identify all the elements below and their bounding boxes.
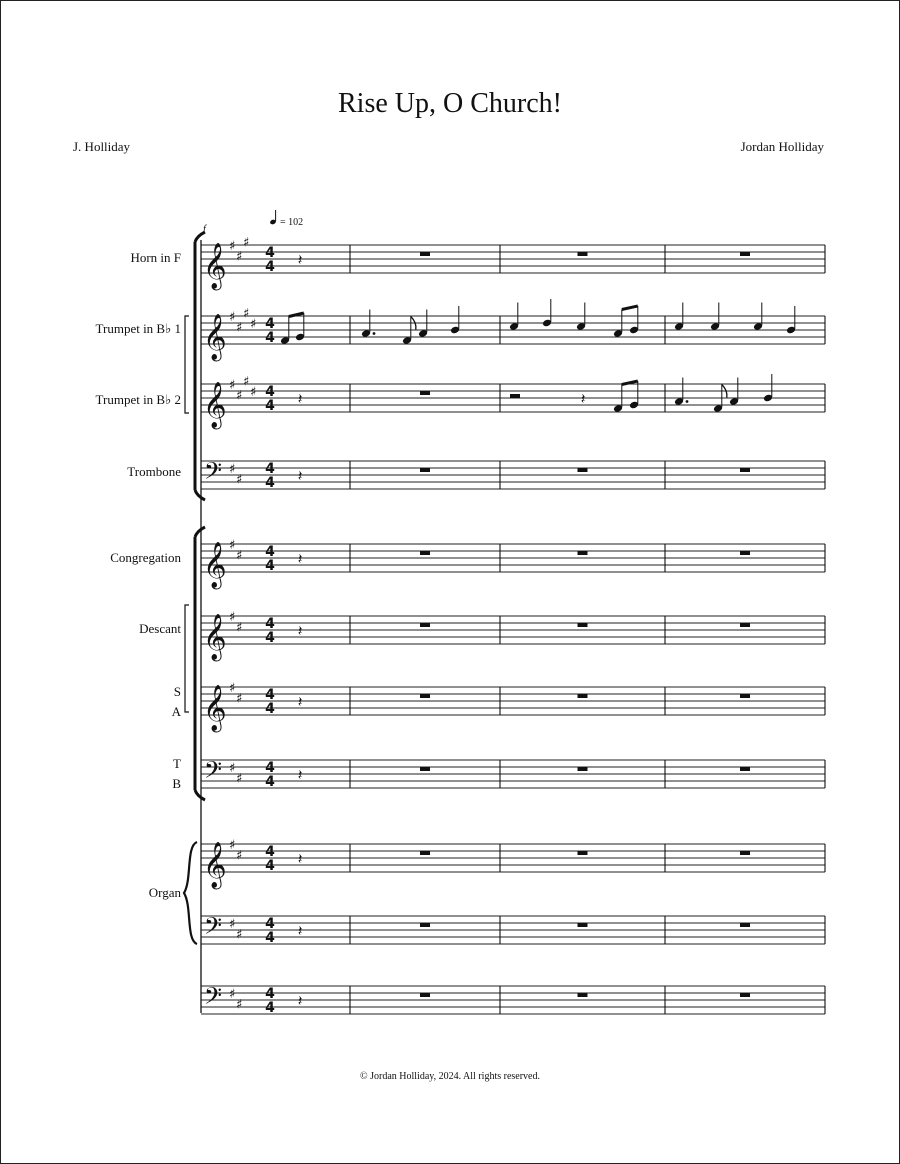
whole-rest-icon xyxy=(420,252,430,256)
quarter-rest-icon: 𝄽 xyxy=(297,390,303,408)
time-signature-top: 4 xyxy=(265,384,275,400)
sharp-icon: ♯ xyxy=(250,317,257,332)
whole-rest-icon xyxy=(740,694,750,698)
whole-rest-icon xyxy=(578,767,588,771)
sharp-icon: ♯ xyxy=(236,771,243,787)
treble-clef-icon: 𝄞 xyxy=(203,842,227,888)
sharp-icon: ♯ xyxy=(229,610,236,625)
time-signature-bottom: 4 xyxy=(265,475,275,491)
time-signature-top: 4 xyxy=(265,986,275,1002)
whole-rest-icon xyxy=(578,252,588,256)
time-signature-bottom: 4 xyxy=(265,330,275,346)
treble-clef-icon: 𝄞 xyxy=(203,314,227,360)
label-trumpet-1: Trumpet in B♭ 1 xyxy=(95,321,181,336)
sharp-icon: ♯ xyxy=(229,378,236,393)
treble-clef-icon: 𝄞 xyxy=(203,382,227,428)
sharp-icon: ♯ xyxy=(236,620,243,636)
time-signature-bottom: 4 xyxy=(265,630,275,646)
quarter-rest-icon: 𝄽 xyxy=(297,467,303,485)
whole-rest-icon xyxy=(740,767,750,771)
bass-clef-icon: 𝄢 xyxy=(204,457,223,490)
sharp-icon: ♯ xyxy=(236,249,243,265)
whole-rest-icon xyxy=(740,551,750,555)
whole-rest-icon xyxy=(420,767,430,771)
sharp-icon: ♯ xyxy=(236,927,243,943)
quarter-rest-icon: 𝄽 xyxy=(297,251,303,269)
bass-clef-icon: 𝄢 xyxy=(204,756,223,789)
whole-rest-icon xyxy=(578,923,588,927)
whole-rest-icon xyxy=(578,468,588,472)
sharp-icon: ♯ xyxy=(229,310,236,325)
label-congregation: Congregation xyxy=(110,550,181,565)
sharp-icon: ♯ xyxy=(236,388,243,404)
whole-rest-icon xyxy=(420,694,430,698)
sharp-icon: ♯ xyxy=(229,987,236,1002)
whole-rest-icon xyxy=(578,551,588,555)
treble-clef-icon: 𝄞 xyxy=(203,614,227,660)
whole-rest-icon xyxy=(740,468,750,472)
whole-rest-icon xyxy=(740,923,750,927)
label-trumpet-2: Trumpet in B♭ 2 xyxy=(95,392,181,407)
whole-rest-icon xyxy=(420,923,430,927)
quarter-rest-icon: 𝄽 xyxy=(297,850,303,868)
sharp-icon: ♯ xyxy=(229,681,236,696)
note-dot xyxy=(373,332,376,335)
time-signature-bottom: 4 xyxy=(265,774,275,790)
half-rest-icon xyxy=(510,394,520,398)
whole-rest-icon xyxy=(578,623,588,627)
whole-rest-icon xyxy=(420,623,430,627)
quarter-rest-icon: 𝄽 xyxy=(297,766,303,784)
sharp-icon: ♯ xyxy=(229,538,236,553)
note-dot xyxy=(686,400,689,403)
time-signature-bottom: 4 xyxy=(265,930,275,946)
quarter-rest-icon: 𝄽 xyxy=(297,922,303,940)
choir-subbracket xyxy=(185,605,189,712)
label-alto: A xyxy=(171,704,181,719)
time-signature-top: 4 xyxy=(265,916,275,932)
time-signature-top: 4 xyxy=(265,544,275,560)
whole-rest-icon xyxy=(420,391,430,395)
time-signature-top: 4 xyxy=(265,687,275,703)
score-title: Rise Up, O Church! xyxy=(338,88,562,119)
sharp-icon: ♯ xyxy=(243,235,250,251)
whole-rest-icon xyxy=(740,623,750,627)
label-soprano: S xyxy=(173,684,181,699)
time-signature-bottom: 4 xyxy=(265,398,275,414)
bass-clef-icon: 𝄢 xyxy=(204,912,223,945)
sharp-icon: ♯ xyxy=(236,848,243,864)
quarter-rest-icon: 𝄽 xyxy=(297,622,303,640)
tempo-marking xyxy=(269,210,303,228)
whole-rest-icon xyxy=(420,551,430,555)
sharp-icon: ♯ xyxy=(243,374,250,390)
trumpet-subbracket xyxy=(185,316,189,413)
time-signature-bottom: 4 xyxy=(265,558,275,574)
sharp-icon: ♯ xyxy=(243,306,250,322)
sharp-icon: ♯ xyxy=(236,548,243,564)
label-horn: Horn in F xyxy=(130,250,181,265)
time-signature-top: 4 xyxy=(265,844,275,860)
label-organ: Organ xyxy=(148,885,181,900)
sharp-icon: ♯ xyxy=(229,761,236,776)
sharp-icon: ♯ xyxy=(229,838,236,853)
quarter-rest-icon: 𝄽 xyxy=(297,693,303,711)
label-trombone: Trombone xyxy=(127,464,181,479)
staves xyxy=(201,236,825,1017)
time-signature-top: 4 xyxy=(265,616,275,632)
sharp-icon: ♯ xyxy=(236,472,243,488)
sharp-icon: ♯ xyxy=(229,917,236,932)
time-signature-top: 4 xyxy=(265,760,275,776)
dynamic-marking: f xyxy=(203,224,206,235)
time-signature-top: 4 xyxy=(265,316,275,332)
whole-rest-icon xyxy=(420,468,430,472)
bass-clef-icon: 𝄢 xyxy=(204,982,223,1015)
sharp-icon: ♯ xyxy=(229,462,236,477)
quarter-rest-icon: 𝄽 xyxy=(580,390,586,408)
label-tenor: T xyxy=(173,756,181,771)
whole-rest-icon xyxy=(578,993,588,997)
whole-rest-icon xyxy=(740,252,750,256)
time-signature-top: 4 xyxy=(265,245,275,261)
sharp-icon: ♯ xyxy=(250,385,257,400)
whole-rest-icon xyxy=(420,851,430,855)
time-signature-bottom: 4 xyxy=(265,1000,275,1016)
composer-credit: Jordan Holliday xyxy=(740,139,824,154)
note-beam xyxy=(622,306,638,310)
lyricist-credit: J. Holliday xyxy=(73,139,131,154)
whole-rest-icon xyxy=(740,993,750,997)
time-signature-top: 4 xyxy=(265,461,275,477)
time-signature-bottom: 4 xyxy=(265,858,275,874)
quarter-rest-icon: 𝄽 xyxy=(297,992,303,1010)
treble-clef-icon: 𝄞 xyxy=(203,685,227,731)
sharp-icon: ♯ xyxy=(236,997,243,1013)
whole-rest-icon xyxy=(420,993,430,997)
sharp-icon: ♯ xyxy=(236,691,243,707)
label-bass: B xyxy=(172,776,181,791)
time-signature-bottom: 4 xyxy=(265,701,275,717)
whole-rest-icon xyxy=(740,851,750,855)
whole-rest-icon xyxy=(578,694,588,698)
time-signature-bottom: 4 xyxy=(265,259,275,275)
sharp-icon: ♯ xyxy=(236,320,243,336)
quarter-rest-icon: 𝄽 xyxy=(297,550,303,568)
tempo-value: = 102 xyxy=(280,217,304,228)
treble-clef-icon: 𝄞 xyxy=(203,243,227,289)
treble-clef-icon: 𝄞 xyxy=(203,542,227,588)
sharp-icon: ♯ xyxy=(229,239,236,254)
label-descant: Descant xyxy=(139,621,181,636)
copyright-footer: © Jordan Holliday, 2024. All rights reserved. xyxy=(360,1071,540,1082)
organ-brace xyxy=(184,842,197,944)
whole-rest-icon xyxy=(578,851,588,855)
